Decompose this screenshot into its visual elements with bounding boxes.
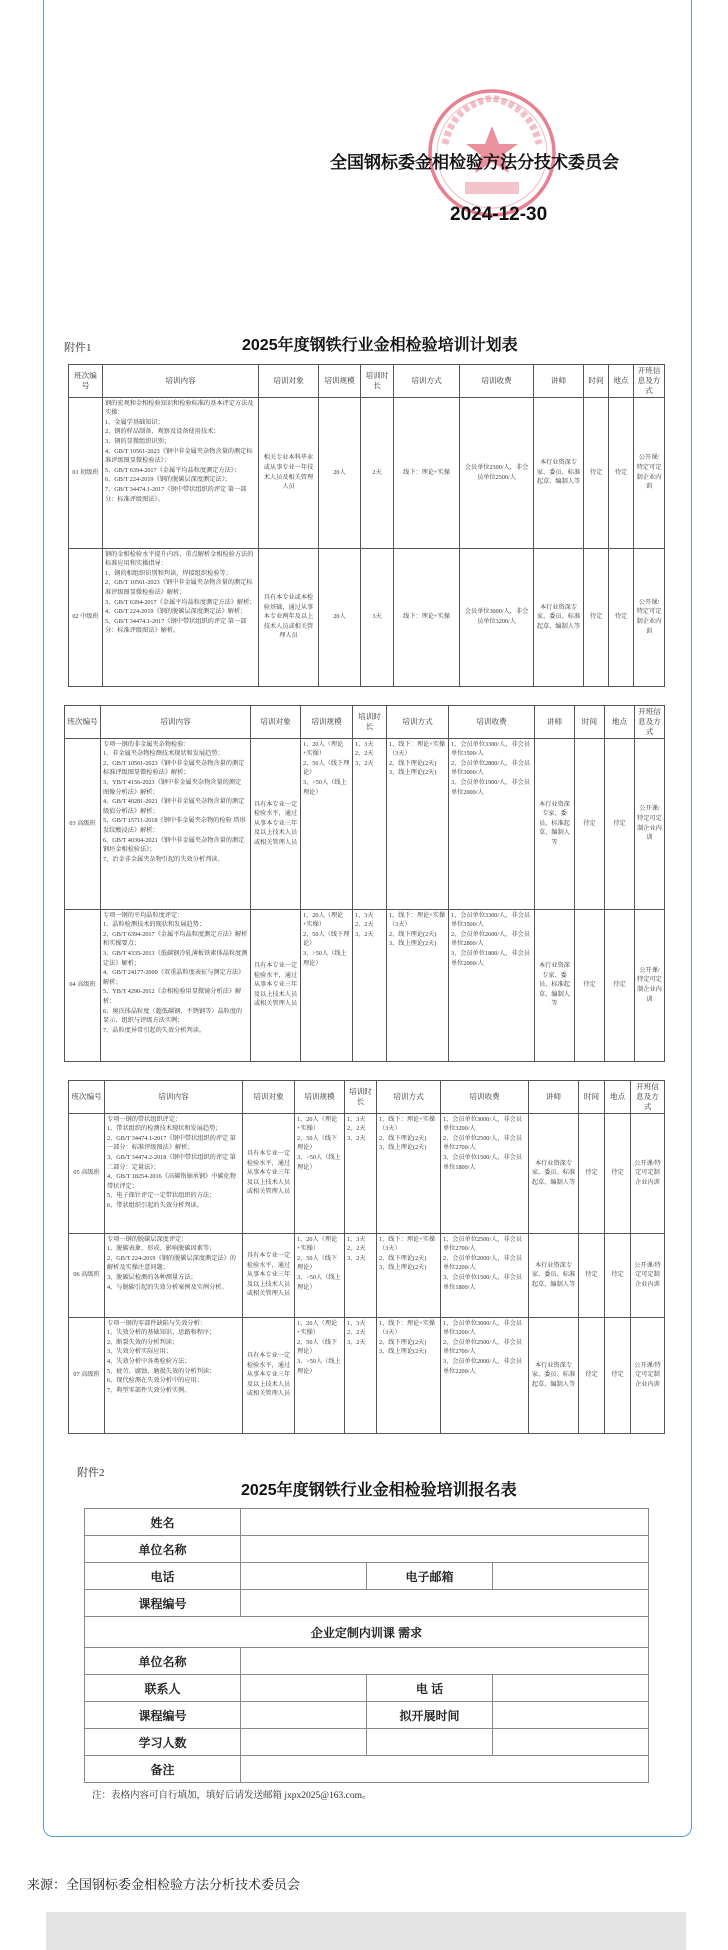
cell-line: 3、线上理论(2天) [389,769,437,777]
col-header: 开班信息及方式 [631,1081,665,1114]
cell-line: 2、50人（线下理论） [303,930,350,948]
course-no-label: 课程编号 [85,1702,241,1729]
cell-line: 2、50人（线下理论） [297,1254,338,1272]
cell-line: 3、2天 [347,1254,366,1262]
col-header: 班次编号 [69,365,103,398]
col-header: 地点 [605,1081,631,1114]
training-method [377,1113,441,1233]
col-header: 培训时长 [345,1081,377,1114]
col-header: 时间 [579,1081,605,1114]
cell-line: 5、GB/T 15711-2018《钢中非金属夹杂物的检验 塔形发纹酸浸法》解析； [103,817,246,835]
col-header: 培训收费 [460,365,534,398]
cell-line: 4、GB/T 18254-2016《高碳铬轴承钢》中碳化物带状评定； [107,1173,236,1190]
col-header: 培训方式 [387,706,449,739]
cell-line: 1、脱碳表象、形成、影响脱碳因素等； [107,1245,216,1253]
cell-line: 3、>50人（线上理论） [303,950,347,967]
training-time: 待定 [575,909,605,1061]
class-number: 06 高级班 [69,1233,105,1317]
cell-line: 1、金属学基础知识； [105,418,164,426]
cell-line: 6、带状组织引起的失效分析判读。 [107,1202,203,1210]
cell-line: 2、会员单位2000/人，非会员单位2200/人 [443,1254,523,1272]
training-time: 待定 [579,1113,605,1233]
cell-line: 1、会员单位2500/人，非会员单位2700/人 [443,1235,523,1253]
cell-line: 1、会员单位3300/人，非会员单位3500/人 [451,740,531,758]
planned-time-label: 拟开展时间 [367,1702,493,1729]
phone-label: 电话 [85,1563,241,1590]
learners-label: 学习人数 [85,1729,241,1756]
cell-line: 7、晶粒度异常引起的失效分析判读。 [103,1026,206,1034]
cell-line: 4、GB/T 10561-2023《钢中非金属夹杂物含量的测定标准评级图显微检验法》； [105,447,253,465]
cell-line: 2、断裂失效的分析判读； [107,1338,179,1346]
col-header: 培训对象 [251,706,301,739]
cell-line: 2、线下理论(2天) [389,759,437,767]
col-header: 讲师 [534,365,584,398]
course-no-label: 课程编号 [85,1590,241,1617]
training-time: 待定 [579,1317,605,1433]
class-number: 07 高级班 [69,1317,105,1433]
col-header: 讲师 [529,1081,579,1114]
cell-line: 6、现代检测在失效分析中的应用； [107,1377,203,1385]
registration-form [84,1508,649,1783]
cell-line: 专项一钢的带状组织评定： [107,1115,182,1123]
email-field[interactable] [493,1563,649,1590]
class-info: 公开课/特定可定制企业内训 [631,1317,665,1433]
training-content [101,738,251,909]
attachment-label: 附件2 [77,1467,105,1479]
cell-line: 2、钢的样品制备、观察及设备使用技术； [105,428,220,436]
enterprise-section-header: 企业定制内训课 需求 [85,1617,649,1648]
planned-time-field[interactable] [493,1702,649,1729]
training-duration: 3天 [361,548,394,686]
cell-line: 1、会员单位3000/人，非会员单位3200/人 [443,1115,523,1133]
cell-line: 1、20人（理论+实操） [297,1115,338,1133]
cell-line: 1、钢的相组织识别和判读，焊接组织检验等； [105,569,232,577]
col-header: 班次编号 [65,706,101,739]
training-target: 具有本专业一定检验水平，通过从事本专业三年及以上技术人员或相关管理人员 [243,1113,295,1233]
class-info: 公开课/特定可定制企业内训 [635,909,665,1061]
lecturer: 本行业资深专家、委员、标准起草、编制人等 [529,1233,579,1317]
cell-line: 3、线上理论(2天) [379,1144,427,1152]
training-method: 线下：理论+实操 [394,397,460,548]
form-row [85,1509,649,1536]
cell-line: 1、20人（理论+实操） [297,1319,338,1337]
unit-name-label: 单位名称 [85,1536,241,1563]
cell-line: 3、2天 [347,1338,366,1346]
cell-line: 2、50人（线下理论） [297,1134,338,1152]
training-duration [353,909,387,1061]
remarks-label: 备注 [85,1756,241,1783]
cell-line: 3、>50人（线上理论） [303,779,347,796]
col-header: 培训内容 [101,706,251,739]
cell-line: 3、钢的显微组织识别； [105,438,170,446]
cell-line: 2、会员单位2800/人，非会员单位3000/人 [451,759,531,777]
col-header: 班次编号 [69,1081,105,1114]
training-content [103,548,259,686]
cell-line: 钢的金相检验水平提升内容，重点解析金相检验方法的标准应用和实操指导： [105,550,254,568]
cell-line: 3、>50人（线上理论） [297,1154,341,1171]
table-header-row [65,706,665,739]
class-number: 02 中级班 [69,548,103,686]
training-scale [295,1233,345,1317]
training-time: 待定 [579,1233,605,1317]
training-duration [353,738,387,909]
training-duration [345,1317,377,1433]
col-header: 培训规模 [319,365,361,398]
enterprise-phone-field[interactable] [493,1675,649,1702]
contact-field[interactable] [241,1675,367,1702]
training-scale [295,1113,345,1233]
form-row [85,1563,649,1590]
cell-line: 3、会员单位1900/人，非会员单位2000/人 [451,779,531,796]
col-header: 地点 [605,706,635,739]
lecturer: 本行业资深专家、委员、标准起草、编制人等 [529,1317,579,1433]
training-fee [449,909,535,1061]
cell-line: 2、会员单位2500/人，非会员单位2700/人 [443,1134,523,1152]
class-number: 05 高级班 [69,1113,105,1233]
cell-line: 1、20人（理论+实操） [303,911,344,929]
cell-line: 3、脱碳层检测的各种测量方法； [107,1274,197,1282]
training-place: 待定 [605,1233,631,1317]
col-header: 时间 [575,706,605,739]
learners-extra-field[interactable] [367,1729,493,1756]
training-content [101,909,251,1061]
cell-line: 2、线下理论(2天) [389,930,437,938]
cell-line: 7、冶金非金属夹杂物引起的失效分析判读。 [103,855,224,863]
lecturer: 本行业资深专家、委员、标准起草、编制人等 [535,909,575,1061]
cell-line: 3、线上理论(2天) [379,1348,427,1356]
cell-line: 1、3天 [355,740,374,748]
cell-line: 3、2天 [347,1134,366,1142]
training-content [103,397,259,548]
col-header: 培训规模 [301,706,353,739]
cell-line: 3、会员单位2000/人，非会员单位2200/人 [443,1358,523,1375]
unit-name-label: 单位名称 [85,1648,241,1675]
cell-line: 1、20人（理论+实操） [303,740,344,758]
cell-line: 2、GB/T 224-2019《钢的脱碳层深度测定法》的解析及实操注意问题； [107,1254,236,1272]
cell-line: 1、3天 [347,1235,366,1243]
lecturer: 本行业资深专家、委员、标准起草、编制人等 [529,1113,579,1233]
plan-table-1 [68,364,665,687]
learners-extra-field[interactable] [493,1729,649,1756]
form-row [85,1702,649,1729]
remarks-field[interactable] [241,1756,649,1783]
form-row [85,1648,649,1675]
training-content [105,1113,243,1233]
cell-line: 1、会员单位3000/人，非会员单位3200/人 [443,1319,523,1337]
cell-line: 2、2天 [347,1329,366,1337]
training-target: 具有本专业一定检验水平，通过从事本专业三年及以上技术人员或相关管理人员 [243,1317,295,1433]
cell-line: 2、GB/T 10561-2023《钢中非金属夹杂物含量的测定标准评级图显微检验法》解析； [103,759,245,777]
cell-line: 5、GB/T 34474.1-2017《钢中带状组织的评定 第一部分：标准评级图法》解析。 [105,617,247,635]
col-header: 培训方式 [394,365,460,398]
table-row [69,1317,665,1433]
table-row [69,1233,665,1317]
training-fee [441,1113,529,1233]
col-header: 培训时长 [353,706,387,739]
training-duration [345,1113,377,1233]
plan-table-3 [68,1080,665,1434]
cell-line: 4、GB/T 24177-2009《双重晶粒度表征与测定方法》解析； [103,969,245,986]
cell-line: 1、线下：理论+实操（3天） [389,740,446,758]
training-scale [301,909,353,1061]
class-number: 03 高级班 [65,738,101,909]
cell-line: 3、2天 [355,759,374,767]
cell-line: 1、线下：理论+实操（3天） [379,1319,436,1337]
cell-line: 2、2天 [355,750,374,758]
enterprise-unit-field[interactable] [241,1648,649,1675]
cell-line: 1、线下：理论+实操（3天） [379,1115,436,1133]
cell-line: 3、2天 [355,930,374,938]
col-header: 地点 [609,365,634,398]
cell-line: 3、YB/T 4156-2023《钢中非金属夹杂物含量的测定 图像分析法》解析； [103,779,242,796]
cell-line: 1、3天 [347,1319,366,1327]
class-number: 04 高级班 [65,909,101,1061]
lecturer: 本行业资深专家、委员、标准起草、编制人等 [534,548,584,686]
cell-line: 2、50人（线下理论） [303,759,350,777]
cell-line: 5、电子探针评定一定带状组织的方法； [107,1192,216,1200]
cell-line: 专项一钢的平均晶粒度评定： [103,911,184,919]
learners-field[interactable] [241,1729,367,1756]
name-field[interactable] [241,1509,649,1536]
cell-line: 7、GB/T 34474.1-2017《钢中带状组织的评定 第一部分：标准评级图法》。 [105,486,247,503]
contact-label: 联系人 [85,1675,241,1702]
cell-line: 2、线下理论(2天) [379,1134,427,1142]
table-row [65,738,665,909]
training-scale [301,738,353,909]
cell-line: 3、>50人（线上理论） [297,1274,341,1291]
cell-line: 6、GB/T 224-2019《钢的脱碳层深度测定法》； [105,476,231,484]
cell-line: 1、非金属夹杂物检测技术现状和发展趋势； [103,750,224,758]
training-target: 具有本专业或本检验基础，通过从事本专业两年及以上技术人员或相关管理人员 [259,548,319,686]
cell-line: 3、会员单位1800/人，非会员单位2000/人 [451,950,531,967]
cell-line: 2、GB/T 34474.1-2017《钢中带状组织的评定 第一部分：标准评级图法》解析； [107,1134,236,1152]
class-info: 公开课/特定可定制企业内训 [634,397,665,548]
cell-line: 6、GB/T 40304-2021《钢中非金属夹杂物含量的测定 钢坯金相检验法》； [103,836,245,854]
training-fee [449,738,535,909]
class-number: 01 初级班 [69,397,103,548]
cell-line: 2、会员单位2500/人，非会员单位2700/人 [443,1338,523,1356]
cell-line: 1、线下：理论+实操（3天） [379,1235,436,1253]
unit-name-field[interactable] [241,1536,649,1563]
attachment-label: 附件1 [64,342,92,354]
training-place: 待定 [609,397,634,548]
training-method: 线下：理论+实操 [394,548,460,686]
cell-line: 1、会员单位3300/人，非会员单位3500/人 [451,911,531,929]
cell-line: 6、奥氏体晶粒度（超低碳钢、不锈钢等）晶粒度的显示、组织与评级方法实例； [103,1007,243,1025]
plan-table-2 [64,705,665,1062]
table-row [65,909,665,1061]
cell-line: 3、线上理论(2天) [379,1264,427,1272]
cell-line: 2、50人（线下理论） [297,1338,338,1356]
training-fee [441,1233,529,1317]
training-time: 待定 [584,548,609,686]
col-header: 培训方式 [377,1081,441,1114]
class-info: 公开课/特定可定制企业内训 [635,738,665,909]
cell-line: 2、GB/T 6394-2017《金属平均晶粒度测定方法》解析和实操要点； [103,930,248,948]
training-scale: 20人 [319,548,361,686]
col-header: 培训内容 [105,1081,243,1114]
cell-line: 4、与脱碳引起的失效分析案例及实例分析。 [107,1283,228,1291]
training-method [377,1233,441,1317]
col-header: 培训时长 [361,365,394,398]
training-fee: 会员单位3000/人，非会员单位3200/人 [460,548,534,686]
cell-line: 1、20人（理论+实操） [297,1235,338,1253]
form-row [85,1729,649,1756]
cell-line: 7、典型零部件失效分析实例。 [107,1386,191,1394]
cell-line: 2、2天 [355,921,374,929]
col-header: 讲师 [535,706,575,739]
training-duration [345,1233,377,1317]
training-time: 待定 [584,397,609,548]
cell-line: 1、失效分析的基础知识、思路和程序； [107,1329,216,1337]
col-header: 开班信息及方式 [634,365,665,398]
cell-line: 3、会员单位1500/人，非会员单位1800/人 [443,1154,523,1171]
cell-line: 4、GB/T 40281-2021《钢中非金属夹杂物含量的测定 级值分析法》解析； [103,798,245,815]
email-label: 电子邮箱 [367,1563,493,1590]
training-target: 具有本专业一定检验水平，通过从事本专业三年及以上技术人员或相关管理人员 [243,1233,295,1317]
cell-line: 3、GB/T 34474.2-2018《钢中带状组织的评定 第二部分：定量法》； [107,1154,236,1171]
form-row [85,1590,649,1617]
table-header-row [69,1081,665,1114]
training-place: 待定 [605,738,635,909]
cell-line: 4、失效分析中各类检验方法； [107,1358,191,1366]
training-place: 待定 [605,1113,631,1233]
cell-line: 2、会员单位2600/人，非会员单位2800/人 [451,930,531,948]
cell-line: 5、GB/T 6394-2017《金属平均晶粒度测定方法》； [105,466,241,474]
cell-line: 2、2天 [347,1245,366,1253]
col-header: 培训对象 [259,365,319,398]
cell-line: 3、>50人（线上理论） [297,1358,341,1375]
cell-line: 5、疲劳、腐蚀、磨损失效的分析判读； [107,1367,216,1375]
table-row [69,1113,665,1233]
col-header: 培训收费 [449,706,535,739]
lecturer: 本行业资深专家、委员、标准起草、编制人等 [535,738,575,909]
training-duration: 2天 [361,397,394,548]
class-info: 公开课/特定可定制企业内训 [631,1233,665,1317]
cell-line: 1、3天 [347,1115,366,1123]
cell-line: 专项一钢的非金属夹杂物检验： [103,740,190,748]
training-fee: 会员单位2300/人，非会员单位2500/人 [460,397,534,548]
col-header: 培训内容 [103,365,259,398]
class-info: 公开课/特定可定制企业内训 [631,1113,665,1233]
next-section-strip [46,1912,686,1950]
table-row [69,397,665,548]
training-place: 待定 [605,1317,631,1433]
training-place: 待定 [609,548,634,686]
lecturer: 本行业资深专家、委员、标准起草、编制人等 [534,397,584,548]
course-no-field[interactable] [241,1590,649,1617]
form-row [85,1617,649,1648]
training-target: 具有本专业一定检验水平，通过从事本专业三年及以上技术人员或相关管理人员 [251,909,301,1061]
cell-line: 3、会员单位1500/人，非会员单位1800/人 [443,1274,523,1291]
training-scale [295,1317,345,1433]
cell-line: 3、GB/T 6394-2017《金属平均晶粒度测定方法》解析； [105,598,256,606]
signature-date: 2024-12-30 [450,204,548,225]
cell-line: 1、线下：理论+实操（3天） [389,911,446,929]
cell-line: 1、带状组织的检测技术现状和发展趋势； [107,1125,222,1133]
col-header: 培训收费 [441,1081,529,1114]
col-header: 培训对象 [243,1081,295,1114]
training-content [105,1317,243,1433]
col-header: 培训规模 [295,1081,345,1114]
cell-line: 4、GB/T 224-2019《钢的脱碳层深度测定法》解析； [105,608,247,616]
enterprise-course-field[interactable] [241,1702,367,1729]
cell-line: 2、线下理论(2天) [379,1254,427,1262]
cell-line: 钢的宏观和金相检验知识和检验标准的基本评定方法及实操： [105,399,254,417]
col-header: 开班信息及方式 [635,706,665,739]
training-method [377,1317,441,1433]
cell-line: 专项一钢的零部件缺陷与失效分析： [107,1319,206,1327]
cell-line: 2、线下理论(2天) [379,1338,427,1346]
cell-line: 专项一钢的脱碳层深度评定： [107,1235,188,1243]
form-note: 注：表格内容可自行填加，填好后请发送邮箱 jxpx2025@163.com。 [92,1791,372,1801]
col-header: 时间 [584,365,609,398]
training-time: 待定 [575,738,605,909]
training-scale: 20人 [319,397,361,548]
cell-line: 3、GB/T 4335-2013《低碳钢冷轧薄板铁素体晶粒度测定法》解析； [103,950,248,967]
training-fee [441,1317,529,1433]
cell-line: 5、YB/T 4290-2012《金相检验用显微镜分析法》解析； [103,988,242,1006]
committee-signature: 全国钢标委金相检验方法分技术委员会 [330,153,619,172]
table-row [69,548,665,686]
cell-line: 3、失效分析实际应用； [107,1348,172,1356]
table-header-row [69,365,665,398]
name-label: 姓名 [85,1509,241,1536]
plan-title: 2025年度钢铁行业金相检验培训计划表 [242,337,518,354]
form-row [85,1536,649,1563]
class-info: 公开课/特定可定制企业内训 [634,548,665,686]
training-target: 具有本专业一定检验水平，通过从事本专业三年及以上技术人员或相关管理人员 [251,738,301,909]
training-place: 待定 [605,909,635,1061]
registration-title: 2025年度钢铁行业金相检验培训报名表 [241,1482,517,1499]
cell-line: 3、线上理论(2天) [389,940,437,948]
cell-line: 1、晶粒检测技术的现状和发展趋势； [103,921,206,929]
training-method [387,738,449,909]
form-row [85,1756,649,1783]
training-content [105,1233,243,1317]
cell-line: 2、2天 [347,1125,366,1133]
source-line: 来源：全国钢标委金相检验方法分析技术委员会 [27,1877,301,1892]
phone-label: 电 话 [367,1675,493,1702]
training-method [387,909,449,1061]
cell-line: 2、GB/T 10561-2023《钢中非金属夹杂物含量的测定标准评级图显微检验法》解析； [105,579,253,597]
cell-line: 1、3天 [355,911,374,919]
form-row [85,1675,649,1702]
training-target: 相关专业本科毕业或从事专业一年技术人员及相关管理人员 [259,397,319,548]
phone-field[interactable] [241,1563,367,1590]
